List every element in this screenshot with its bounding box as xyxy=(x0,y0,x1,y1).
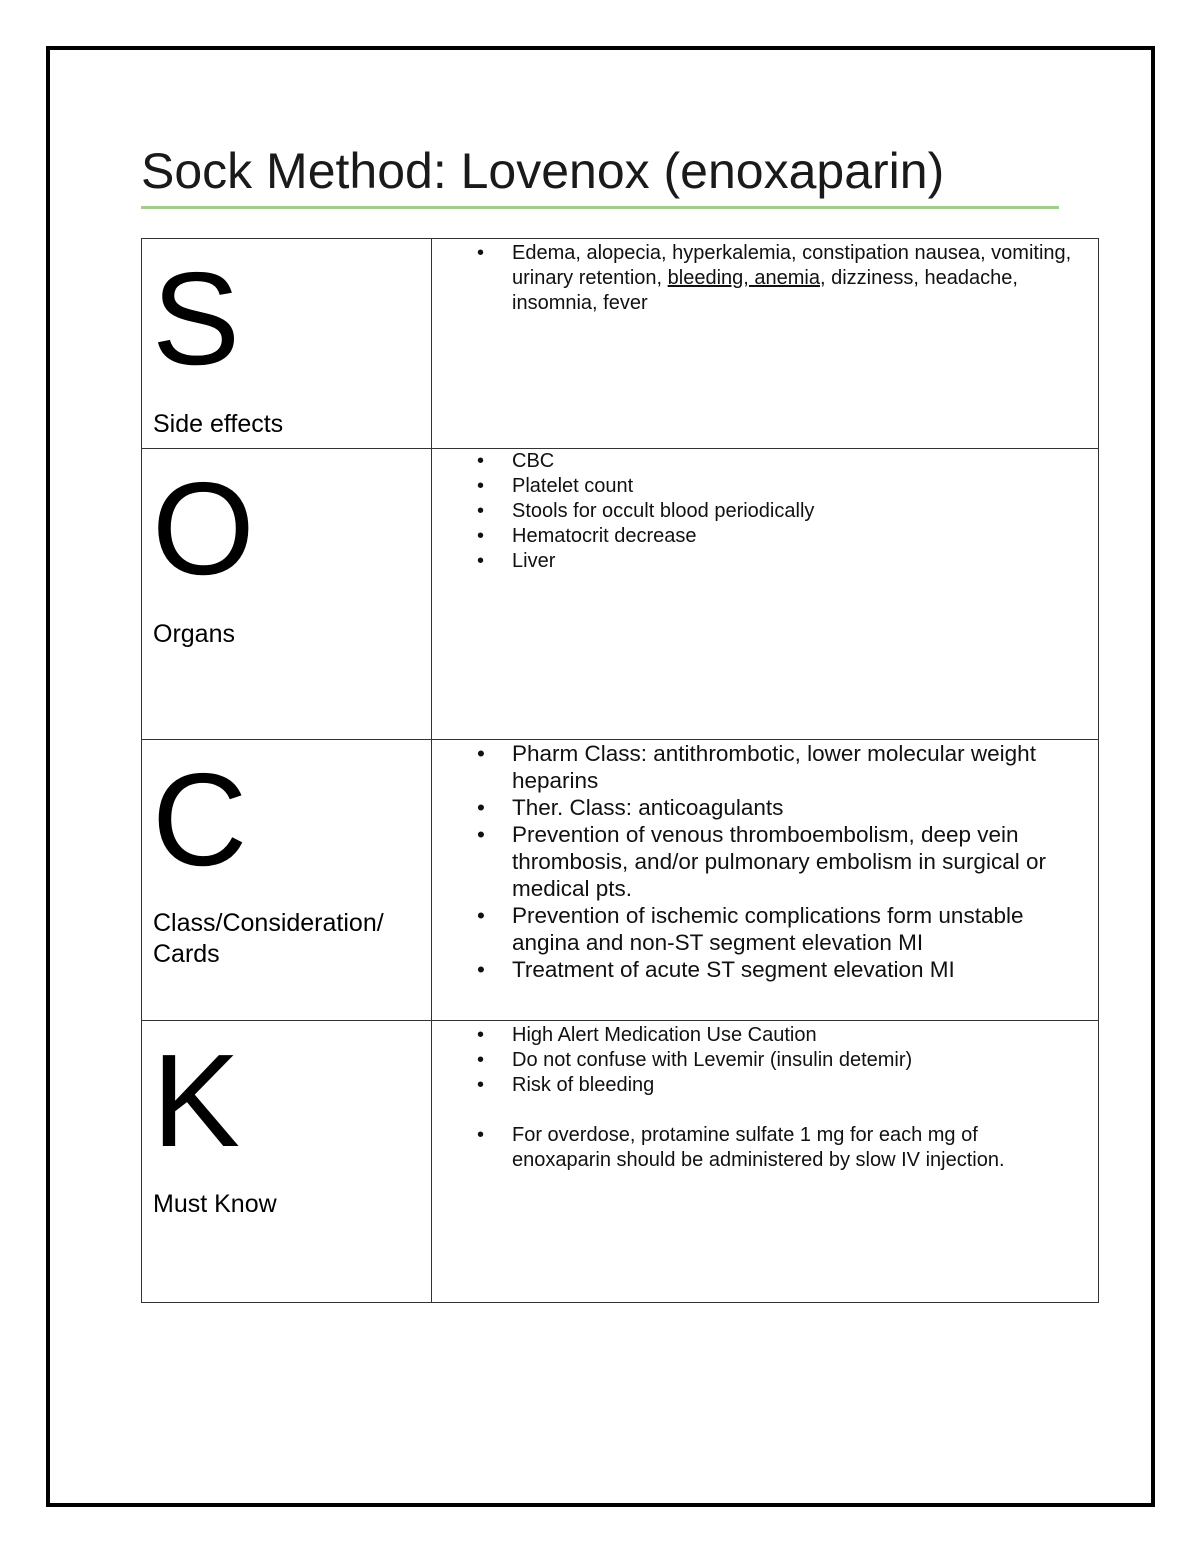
list-item: • Do not confuse with Levemir (insulin detemir) xyxy=(512,1048,1058,1073)
row-header-c xyxy=(142,740,432,1021)
row-header-o xyxy=(142,449,432,740)
list-item: • Prevention of venous thromboembolism, deep vein thrombosis, and/or pulmonary embolism in surgical or medical pts. xyxy=(512,821,1078,902)
title-underline-rule xyxy=(141,206,1059,209)
side-effects-content xyxy=(432,239,1099,449)
letter-c: C xyxy=(152,746,248,893)
label-side-effects: Side effects xyxy=(153,410,284,438)
page-title: Sock Method: Lovenox (enoxaparin) xyxy=(141,143,945,199)
row-side-effects xyxy=(142,239,1099,449)
row-must-know xyxy=(142,1021,1099,1303)
organs-content xyxy=(432,449,1099,740)
organs-list xyxy=(432,449,1098,574)
label-must-know: Must Know xyxy=(153,1190,277,1218)
list-item: • Ther. Class: anticoagulants xyxy=(512,794,1078,821)
list-item: • Treatment of acute ST segment elevation MI xyxy=(512,956,1078,983)
side-effects-list xyxy=(432,241,1098,316)
side-effects-text: Edema, alopecia, hyperkalemia, constipation nausea, vomiting, urinary retention, xyxy=(512,242,1072,289)
side-effects-text-end: dizziness, headache, insomnia, fever xyxy=(512,267,1018,314)
letter-o: O xyxy=(152,455,255,602)
letter-k: K xyxy=(152,1027,241,1174)
row-header-k xyxy=(142,1021,432,1303)
row-header-s xyxy=(142,239,432,449)
list-item: • CBC xyxy=(512,449,1098,474)
list-item: • Stools for occult blood periodically xyxy=(512,499,1098,524)
class-list xyxy=(432,740,1098,983)
class-content xyxy=(432,740,1099,1021)
label-class-line2: Cards xyxy=(153,940,220,968)
label-class-line1: Class/Consideration/ xyxy=(153,909,384,937)
underlined-text: bleeding, anemia, xyxy=(667,267,826,289)
must-know-list-2 xyxy=(432,1123,1098,1173)
label-organs: Organs xyxy=(153,620,235,648)
list-item: • High Alert Medication Use Caution xyxy=(512,1023,1058,1048)
list-item: • Risk of bleeding xyxy=(512,1073,1058,1098)
list-item: • Liver xyxy=(512,549,1098,574)
list-item: • Hematocrit decrease xyxy=(512,524,1098,549)
list-spacer xyxy=(432,1098,1098,1123)
list-item xyxy=(512,241,1098,316)
must-know-content xyxy=(432,1021,1099,1303)
row-organs xyxy=(142,449,1099,740)
list-item: • Pharm Class: antithrombotic, lower molecular weight heparins xyxy=(512,740,1078,794)
list-item: • For overdose, protamine sulfate 1 mg for each mg of enoxaparin should be administered by slow IV injection. xyxy=(512,1123,1058,1173)
list-item: • Prevention of ischemic complications form unstable angina and non-ST segment elevation MI xyxy=(512,902,1078,956)
sock-table xyxy=(141,238,1099,1303)
must-know-list xyxy=(432,1023,1098,1098)
list-item: • Platelet count xyxy=(512,474,1098,499)
row-class xyxy=(142,740,1099,1021)
letter-s: S xyxy=(152,245,241,392)
